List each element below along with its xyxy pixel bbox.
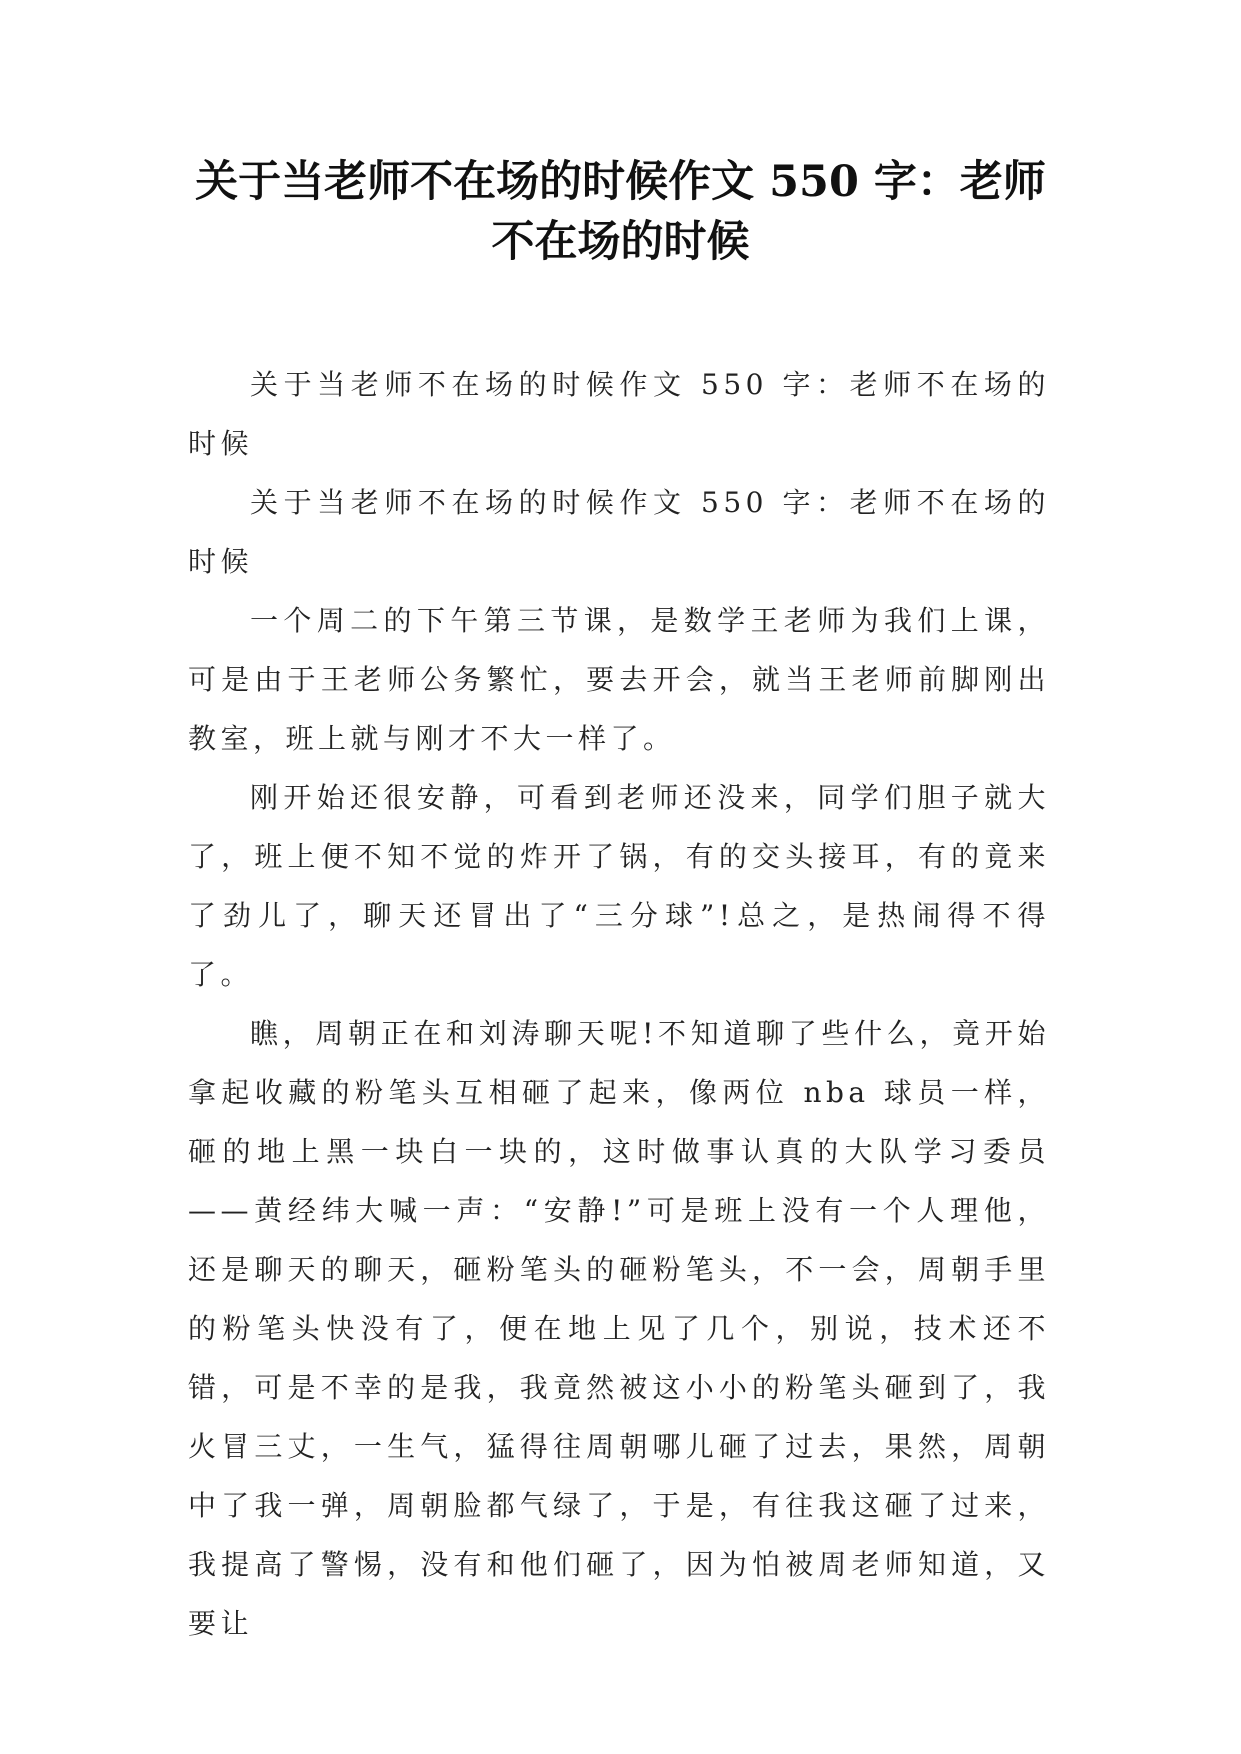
- document-title-line-1: 关于当老师不在场的时候作文 550 字：老师: [195, 157, 1046, 207]
- document-body: [188, 355, 1050, 1653]
- body-paragraph-5: 瞧，周朝正在和刘涛聊天呢!不知道聊了些什么，竟开始拿起收藏的粉笔头互相砸了起来，像两位 nba 球员一样，砸的地上黑一块白一块的，这时做事认真的大队学习委员——黄经纬大喊一声：“安静!”可是班上没有一个人理他，还是聊天的聊天，砸粉笔头的砸粉笔头，不一会，周朝手里的粉笔头快没有了，便在地上见了几个，别说，技术还不错，可是不幸的是我，我竟然被这小小的粉笔头砸到了，我火冒三丈，一生气，猛得往周朝哪儿砸了过去，果然，周朝中了我一弹，周朝脸都气绿了，于是，有往我这砸了过来，我提高了警惕，没有和他们砸了，因为怕被周老师知道，又要让: [188, 1017, 1050, 1640]
- body-paragraph-3: 一个周二的下午第三节课，是数学王老师为我们上课，可是由于王老师公务繁忙，要去开会，就当王老师前脚刚出教室，班上就与刚才不大一样了。: [188, 604, 1050, 755]
- body-paragraph-1: 关于当老师不在场的时候作文 550 字：老师不在场的时候: [188, 368, 1050, 460]
- body-paragraph-4: 刚开始还很安静，可看到老师还没来，同学们胆子就大了，班上便不知不觉的炸开了锅，有的交头接耳，有的竟来了劲儿了，聊天还冒出了“三分球”!总之，是热闹得不得了。: [188, 781, 1050, 991]
- document-title-line-2: 不在场的时候: [491, 217, 750, 267]
- body-paragraph-2: 关于当老师不在场的时候作文 550 字：老师不在场的时候: [188, 486, 1050, 578]
- document-title: [160, 152, 1081, 272]
